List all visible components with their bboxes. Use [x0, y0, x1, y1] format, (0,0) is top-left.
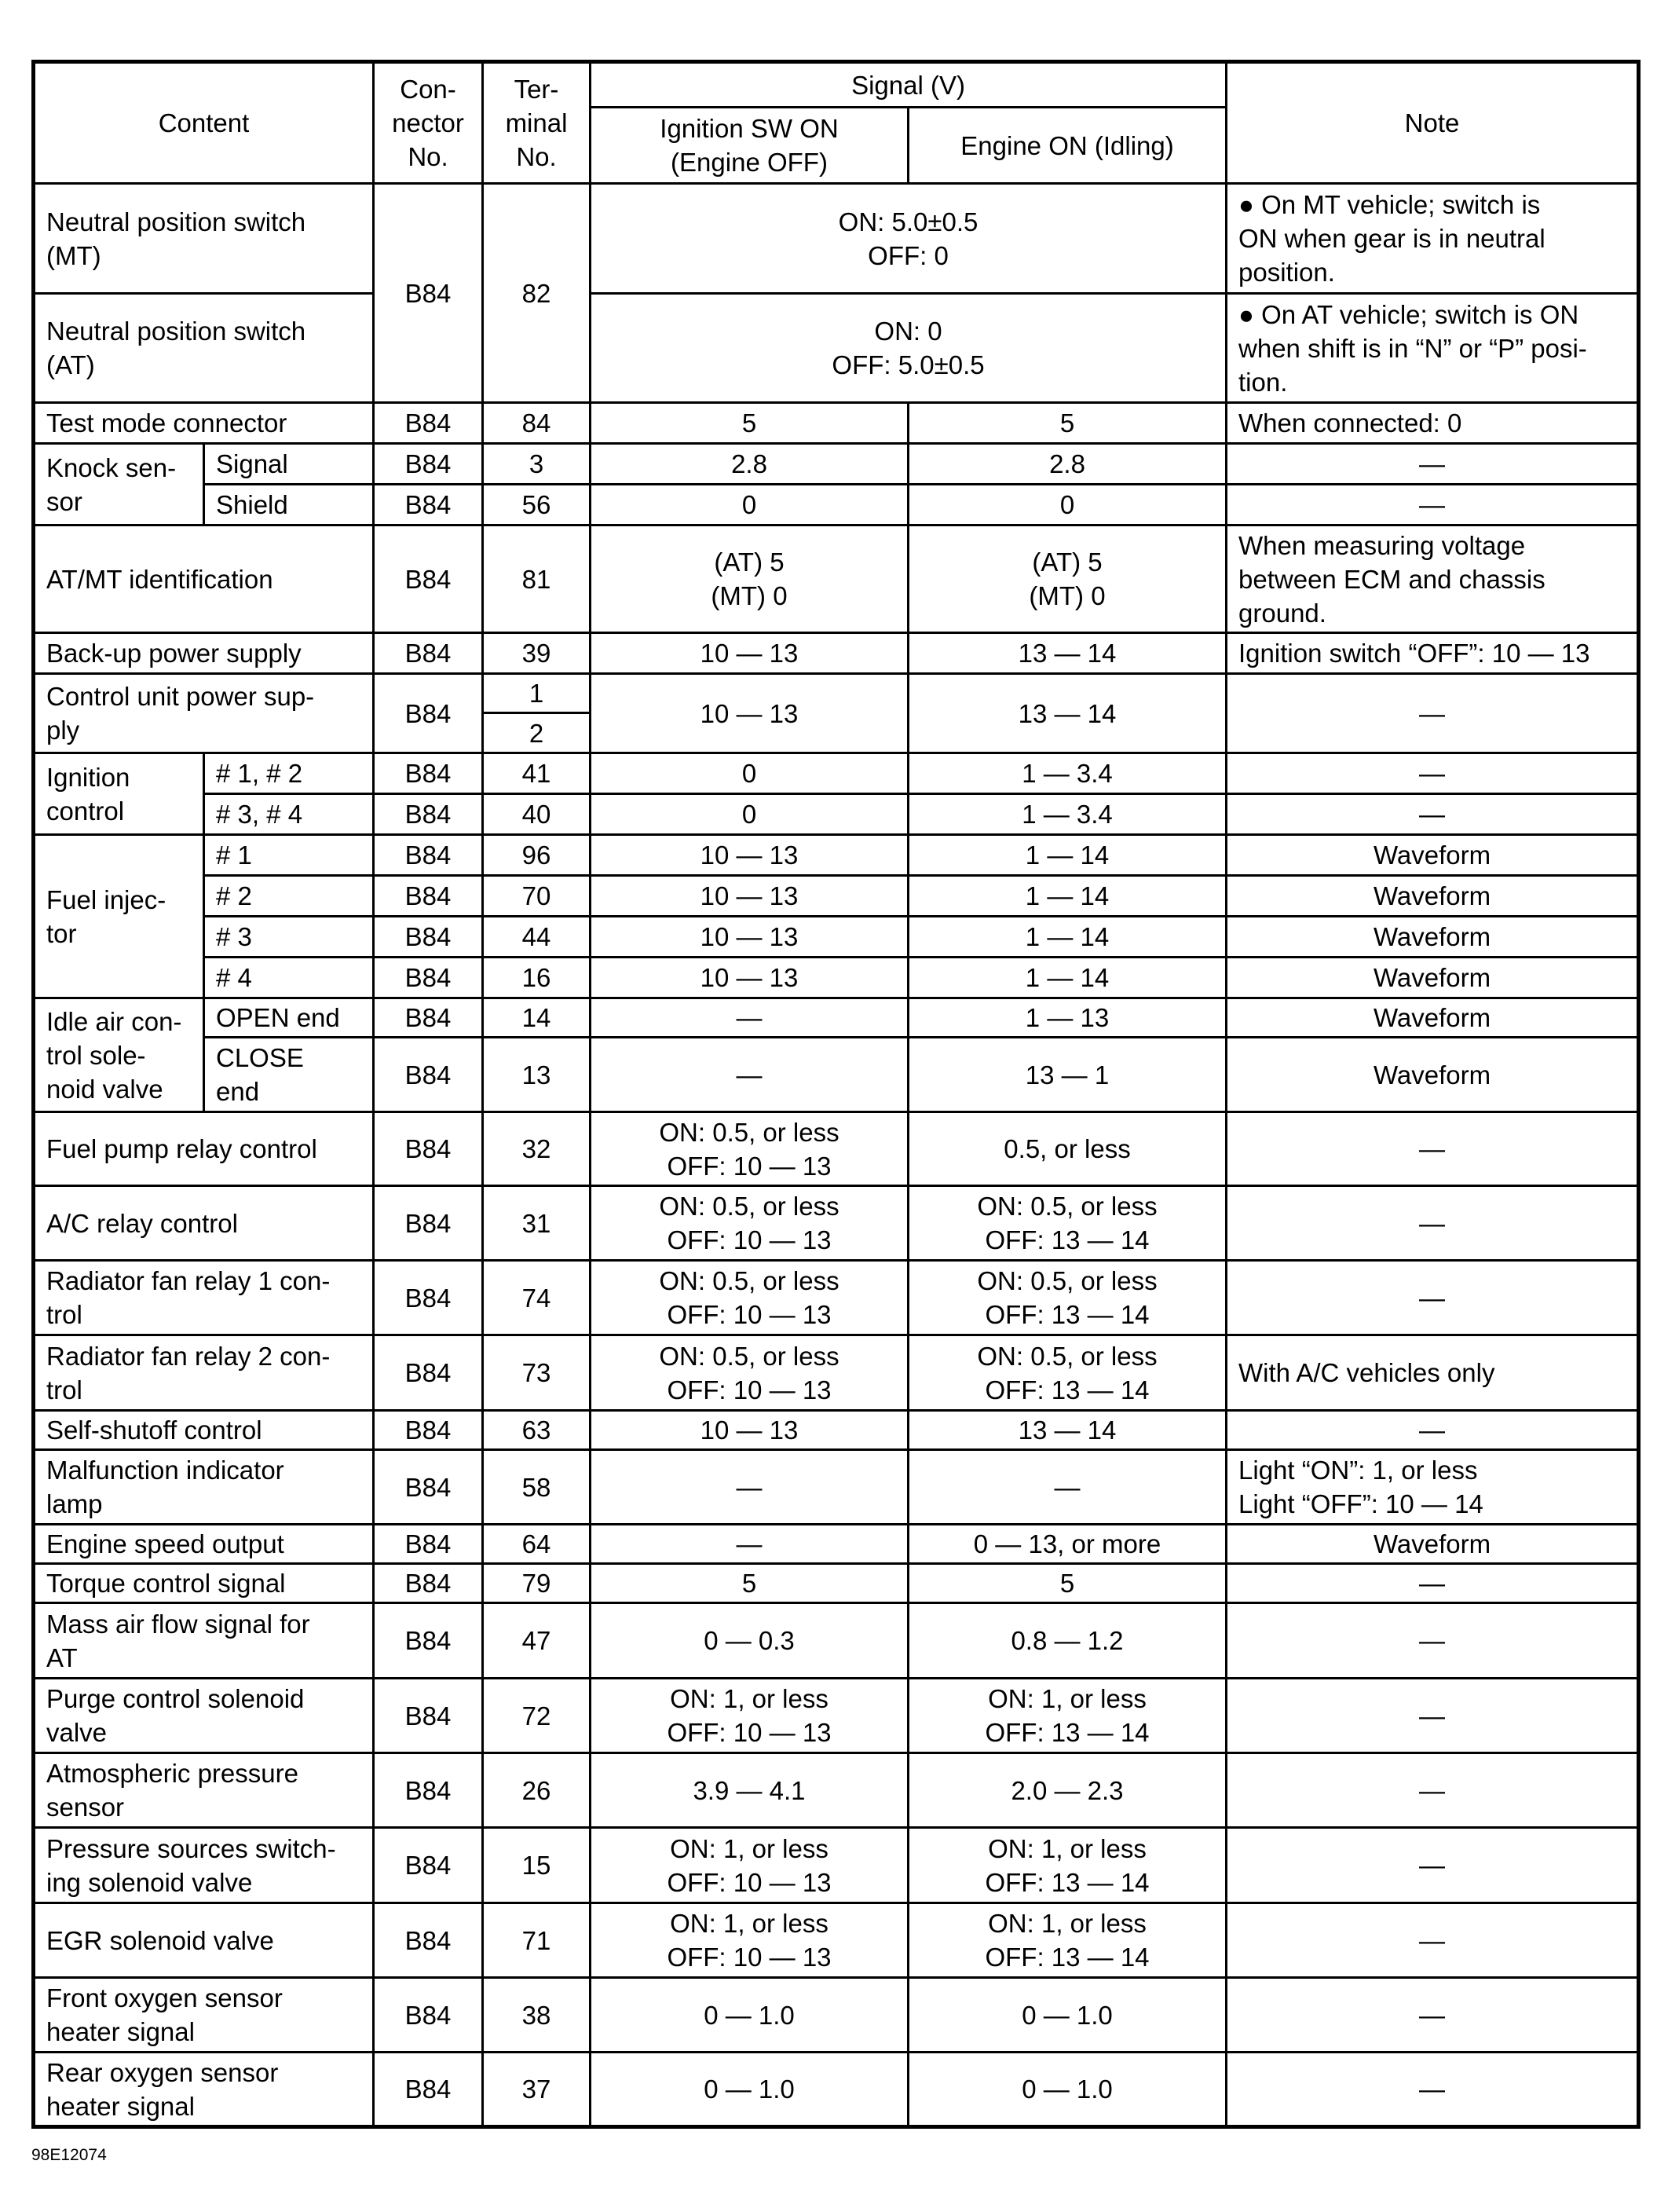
ignition-cell: (AT) 5 (MT) 0	[591, 526, 909, 633]
table-row	[34, 1753, 1639, 1828]
ignition-cell: 0 — 1.0	[591, 1978, 909, 2053]
content-cell: A/C relay control	[34, 1186, 374, 1261]
note-cell: —	[1227, 674, 1639, 753]
ignition-cell: 10 — 13	[591, 633, 909, 674]
terminal-cell: 26	[483, 1753, 591, 1828]
connector-cell: B84	[374, 2053, 483, 2127]
connector-cell: B84	[374, 184, 483, 403]
table-row	[34, 1978, 1639, 2053]
terminal-cell: 81	[483, 526, 591, 633]
terminal-cell: 74	[483, 1261, 591, 1335]
content-cell: Radiator fan relay 2 con- trol	[34, 1335, 374, 1411]
sub-content-cell: # 3, # 4	[204, 794, 374, 835]
note-cell: —	[1227, 753, 1639, 794]
table-row	[34, 526, 1639, 633]
note-cell: Light “ON”: 1, or less Light “OFF”: 10 — 14	[1227, 1450, 1639, 1525]
engine-cell: 1 — 3.4	[909, 753, 1227, 794]
content-cell: Idle air con- trol sole- noid valve	[34, 998, 204, 1112]
table-row	[34, 1564, 1639, 1603]
note-cell: Waveform	[1227, 917, 1639, 958]
engine-cell: 1 — 14	[909, 917, 1227, 958]
terminal-cell: 79	[483, 1564, 591, 1603]
ignition-cell: 10 — 13	[591, 876, 909, 917]
content-cell: Mass air flow signal for AT	[34, 1603, 374, 1679]
content-cell: Malfunction indicator lamp	[34, 1450, 374, 1525]
table-row	[34, 1903, 1639, 1978]
connector-cell: B84	[374, 1112, 483, 1186]
note-cell: —	[1227, 485, 1639, 526]
ignition-cell: 10 — 13	[591, 835, 909, 876]
note-cell: —	[1227, 1903, 1639, 1978]
table-row	[34, 1411, 1639, 1450]
content-cell: Torque control signal	[34, 1564, 374, 1603]
ignition-cell: 0 — 1.0	[591, 2053, 909, 2127]
connector-cell: B84	[374, 526, 483, 633]
terminal-cell: 1	[483, 674, 591, 713]
terminal-cell: 63	[483, 1411, 591, 1450]
header-engine: Engine ON (Idling)	[909, 108, 1227, 184]
engine-cell: 0 — 13, or more	[909, 1525, 1227, 1564]
note-cell: Ignition switch “OFF”: 10 — 13	[1227, 633, 1639, 674]
header-connector: Con- nector No.	[374, 62, 483, 184]
ignition-cell: —	[591, 1525, 909, 1564]
connector-cell: B84	[374, 753, 483, 794]
terminal-cell: 44	[483, 917, 591, 958]
ignition-cell: 10 — 13	[591, 1411, 909, 1450]
content-cell: Radiator fan relay 1 con- trol	[34, 1261, 374, 1335]
sub-content-cell: Signal	[204, 444, 374, 485]
connector-cell: B84	[374, 1564, 483, 1603]
engine-cell: 13 — 14	[909, 633, 1227, 674]
note-cell: With A/C vehicles only	[1227, 1335, 1639, 1411]
header-content: Content	[34, 62, 374, 184]
engine-cell: 13 — 14	[909, 674, 1227, 753]
terminal-cell: 3	[483, 444, 591, 485]
connector-cell: B84	[374, 835, 483, 876]
note-cell: —	[1227, 1261, 1639, 1335]
note-cell: —	[1227, 1753, 1639, 1828]
connector-cell: B84	[374, 1903, 483, 1978]
note-cell: When measuring voltage between ECM and chassis ground.	[1227, 526, 1639, 633]
terminal-cell: 70	[483, 876, 591, 917]
content-cell: Purge control solenoid valve	[34, 1679, 374, 1753]
table-row	[34, 753, 1639, 794]
table-row	[34, 1679, 1639, 1753]
content-cell: Pressure sources switch- ing solenoid valve	[34, 1828, 374, 1903]
engine-cell: 0	[909, 485, 1227, 526]
table-row	[34, 1261, 1639, 1335]
terminal-cell: 32	[483, 1112, 591, 1186]
terminal-cell: 58	[483, 1450, 591, 1525]
note-cell: —	[1227, 1603, 1639, 1679]
engine-cell: 2.0 — 2.3	[909, 1753, 1227, 1828]
ignition-cell: 0 — 0.3	[591, 1603, 909, 1679]
terminal-cell: 64	[483, 1525, 591, 1564]
note-cell: —	[1227, 444, 1639, 485]
connector-cell: B84	[374, 1261, 483, 1335]
table-row	[34, 1828, 1639, 1903]
table-row	[34, 2053, 1639, 2127]
terminal-cell: 15	[483, 1828, 591, 1903]
content-cell: Neutral position switch (AT)	[34, 294, 374, 403]
terminal-cell: 41	[483, 753, 591, 794]
engine-cell: ON: 1, or less OFF: 13 — 14	[909, 1828, 1227, 1903]
ignition-cell: 0	[591, 485, 909, 526]
header-signal: Signal (V)	[591, 62, 1227, 108]
table-row	[34, 1450, 1639, 1525]
table-row	[34, 958, 1639, 998]
signal-cell: ON: 0 OFF: 5.0±0.5	[591, 294, 1227, 403]
engine-cell: ON: 0.5, or less OFF: 13 — 14	[909, 1261, 1227, 1335]
terminal-cell: 56	[483, 485, 591, 526]
note-cell: —	[1227, 1112, 1639, 1186]
table-row	[34, 1186, 1639, 1261]
table-row	[34, 1603, 1639, 1679]
connector-cell: B84	[374, 917, 483, 958]
terminal-cell: 72	[483, 1679, 591, 1753]
terminal-cell: 39	[483, 633, 591, 674]
engine-cell: 1 — 13	[909, 998, 1227, 1038]
connector-cell: B84	[374, 674, 483, 753]
connector-cell: B84	[374, 794, 483, 835]
ignition-cell: 5	[591, 1564, 909, 1603]
connector-cell: B84	[374, 633, 483, 674]
content-cell: Fuel pump relay control	[34, 1112, 374, 1186]
engine-cell: 13 — 1	[909, 1038, 1227, 1112]
content-cell: Self-shutoff control	[34, 1411, 374, 1450]
sub-content-cell: # 3	[204, 917, 374, 958]
table-row	[34, 998, 1639, 1038]
ignition-cell: ON: 1, or less OFF: 10 — 13	[591, 1903, 909, 1978]
table-row	[34, 1112, 1639, 1186]
connector-cell: B84	[374, 1603, 483, 1679]
note-cell: Waveform	[1227, 835, 1639, 876]
table-row	[34, 917, 1639, 958]
table-row	[34, 444, 1639, 485]
engine-cell: 0 — 1.0	[909, 1978, 1227, 2053]
terminal-cell: 40	[483, 794, 591, 835]
note-cell: Waveform	[1227, 1525, 1639, 1564]
ignition-cell: 5	[591, 403, 909, 444]
header-ignition: Ignition SW ON (Engine OFF)	[591, 108, 909, 184]
sub-content-cell: # 2	[204, 876, 374, 917]
note-cell: Waveform	[1227, 998, 1639, 1038]
terminal-cell: 96	[483, 835, 591, 876]
connector-cell: B84	[374, 403, 483, 444]
terminal-cell: 82	[483, 184, 591, 403]
ignition-cell: ON: 0.5, or less OFF: 10 — 13	[591, 1261, 909, 1335]
table-row	[34, 835, 1639, 876]
table-row	[34, 876, 1639, 917]
content-cell: Neutral position switch (MT)	[34, 184, 374, 294]
table-row	[34, 403, 1639, 444]
ignition-cell: 10 — 13	[591, 958, 909, 998]
sub-content-cell: # 4	[204, 958, 374, 998]
ignition-cell: 3.9 — 4.1	[591, 1753, 909, 1828]
connector-cell: B84	[374, 958, 483, 998]
sub-content-cell: OPEN end	[204, 998, 374, 1038]
ignition-cell: ON: 0.5, or less OFF: 10 — 13	[591, 1186, 909, 1261]
note-cell: —	[1227, 1564, 1639, 1603]
engine-cell: ON: 0.5, or less OFF: 13 — 14	[909, 1335, 1227, 1411]
table-row	[34, 485, 1639, 526]
ignition-cell: 10 — 13	[591, 917, 909, 958]
ignition-cell: —	[591, 998, 909, 1038]
table-row	[34, 633, 1639, 674]
terminal-cell: 47	[483, 1603, 591, 1679]
content-cell: Control unit power sup- ply	[34, 674, 374, 753]
ignition-cell: 0	[591, 753, 909, 794]
table-row	[34, 794, 1639, 835]
header-terminal: Ter- minal No.	[483, 62, 591, 184]
sub-content-cell: # 1, # 2	[204, 753, 374, 794]
table-row	[34, 1525, 1639, 1564]
table-row	[34, 1335, 1639, 1411]
engine-cell: ON: 1, or less OFF: 13 — 14	[909, 1679, 1227, 1753]
content-cell: Atmospheric pressure sensor	[34, 1753, 374, 1828]
engine-cell: ON: 1, or less OFF: 13 — 14	[909, 1903, 1227, 1978]
note-cell: —	[1227, 1978, 1639, 2053]
engine-cell: 0.8 — 1.2	[909, 1603, 1227, 1679]
connector-cell: B84	[374, 1411, 483, 1450]
ignition-cell: 2.8	[591, 444, 909, 485]
engine-cell: (AT) 5 (MT) 0	[909, 526, 1227, 633]
note-cell: —	[1227, 1828, 1639, 1903]
note-cell: —	[1227, 1411, 1639, 1450]
ignition-cell: ON: 0.5, or less OFF: 10 — 13	[591, 1112, 909, 1186]
engine-cell: 5	[909, 1564, 1227, 1603]
ecm-terminal-signal-table	[31, 60, 1641, 2129]
terminal-cell: 14	[483, 998, 591, 1038]
connector-cell: B84	[374, 1450, 483, 1525]
content-cell: Test mode connector	[34, 403, 374, 444]
connector-cell: B84	[374, 1038, 483, 1112]
engine-cell: —	[909, 1450, 1227, 1525]
ignition-cell: 0	[591, 794, 909, 835]
engine-cell: 1 — 14	[909, 835, 1227, 876]
connector-cell: B84	[374, 1186, 483, 1261]
terminal-cell: 2	[483, 713, 591, 753]
content-cell: EGR solenoid valve	[34, 1903, 374, 1978]
sub-content-cell: CLOSE end	[204, 1038, 374, 1112]
connector-cell: B84	[374, 1978, 483, 2053]
header-note: Note	[1227, 62, 1639, 184]
note-cell: Waveform	[1227, 958, 1639, 998]
engine-cell: 1 — 14	[909, 958, 1227, 998]
ignition-cell: ON: 1, or less OFF: 10 — 13	[591, 1828, 909, 1903]
note-cell: Waveform	[1227, 1038, 1639, 1112]
engine-cell: 5	[909, 403, 1227, 444]
note-cell: —	[1227, 794, 1639, 835]
engine-cell: ON: 0.5, or less OFF: 13 — 14	[909, 1186, 1227, 1261]
note-cell: Waveform	[1227, 876, 1639, 917]
terminal-cell: 31	[483, 1186, 591, 1261]
content-cell: Ignition control	[34, 753, 204, 835]
terminal-cell: 71	[483, 1903, 591, 1978]
header-row	[34, 62, 1639, 108]
ignition-cell: ON: 1, or less OFF: 10 — 13	[591, 1679, 909, 1753]
ignition-cell: 10 — 13	[591, 674, 909, 753]
content-cell: AT/MT identification	[34, 526, 374, 633]
table-row	[34, 294, 1639, 403]
figure-code: 98E12074	[31, 2146, 107, 2164]
note-cell: —	[1227, 1186, 1639, 1261]
note-cell: ● On AT vehicle; switch is ON when shift is in “N” or “P” posi- tion.	[1227, 294, 1639, 403]
content-cell: Fuel injec- tor	[34, 835, 204, 998]
sub-content-cell: Shield	[204, 485, 374, 526]
engine-cell: 2.8	[909, 444, 1227, 485]
content-cell: Front oxygen sensor heater signal	[34, 1978, 374, 2053]
ignition-cell: ON: 0.5, or less OFF: 10 — 13	[591, 1335, 909, 1411]
terminal-cell: 73	[483, 1335, 591, 1411]
engine-cell: 1 — 3.4	[909, 794, 1227, 835]
terminal-cell: 37	[483, 2053, 591, 2127]
table-row	[34, 184, 1639, 294]
engine-cell: 13 — 14	[909, 1411, 1227, 1450]
connector-cell: B84	[374, 485, 483, 526]
connector-cell: B84	[374, 1679, 483, 1753]
terminal-cell: 38	[483, 1978, 591, 2053]
note-cell: ● On MT vehicle; switch is ON when gear is in neutral position.	[1227, 184, 1639, 294]
note-cell: —	[1227, 1679, 1639, 1753]
terminal-cell: 84	[483, 403, 591, 444]
ignition-cell: —	[591, 1038, 909, 1112]
content-cell: Rear oxygen sensor heater signal	[34, 2053, 374, 2127]
signal-cell: ON: 5.0±0.5 OFF: 0	[591, 184, 1227, 294]
engine-cell: 0.5, or less	[909, 1112, 1227, 1186]
note-cell: —	[1227, 2053, 1639, 2127]
note-cell: When connected: 0	[1227, 403, 1639, 444]
content-cell: Back-up power supply	[34, 633, 374, 674]
terminal-cell: 13	[483, 1038, 591, 1112]
connector-cell: B84	[374, 1335, 483, 1411]
connector-cell: B84	[374, 444, 483, 485]
connector-cell: B84	[374, 998, 483, 1038]
connector-cell: B84	[374, 876, 483, 917]
content-cell: Knock sen- sor	[34, 444, 204, 526]
engine-cell: 0 — 1.0	[909, 2053, 1227, 2127]
engine-cell: 1 — 14	[909, 876, 1227, 917]
connector-cell: B84	[374, 1753, 483, 1828]
ignition-cell: —	[591, 1450, 909, 1525]
terminal-cell: 16	[483, 958, 591, 998]
sub-content-cell: # 1	[204, 835, 374, 876]
content-cell: Engine speed output	[34, 1525, 374, 1564]
table-row	[34, 674, 1639, 713]
connector-cell: B84	[374, 1828, 483, 1903]
connector-cell: B84	[374, 1525, 483, 1564]
table-row	[34, 1038, 1639, 1112]
